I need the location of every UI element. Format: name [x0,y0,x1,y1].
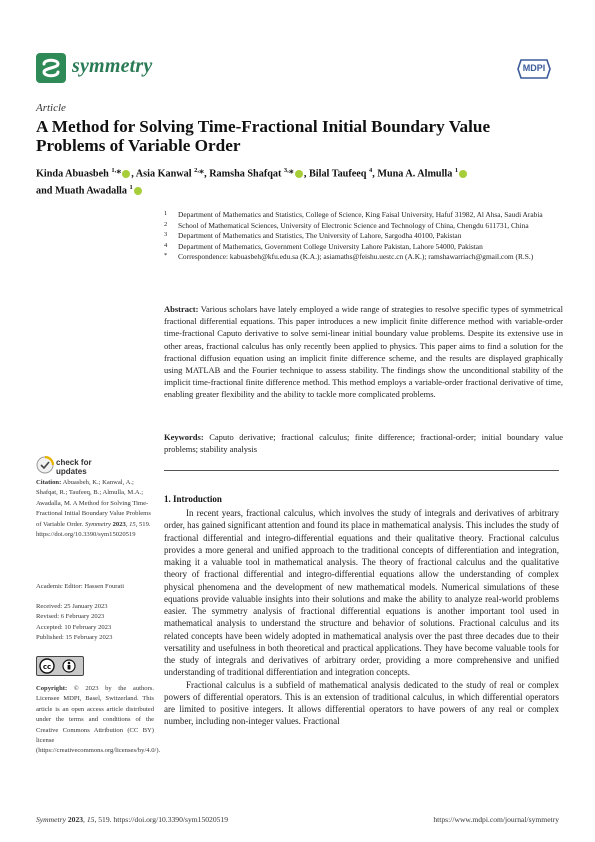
abstract-label: Abstract: [164,304,199,314]
keywords [164,431,563,455]
article-type: Article [36,102,66,114]
body-text [164,507,559,728]
correspondence: * Correspondence: kabuasbeh@kfu.edu.sa (K.A.); asiamaths@feishu.uestc.cn (A.K.); ramshawarriach@gmail.com (R.S.) [164,252,534,262]
orcid-icon[interactable] [459,170,467,178]
keywords-text: Caputo derivative; fractional calculus; finite difference; fractional-order; initial boundary value problems; stability analysis [164,432,564,455]
footer-citation: Symmetry 2023, 15, 519. https://doi.org/10.3390/sym15020519 [36,815,229,824]
affiliation-item: 3 Department of Mathematics and Statistics, The University of Lahore, Sargodha 40100, Pakistan [164,231,462,241]
revised-date: Revised: 6 February 2023 [36,613,105,621]
abstract [164,303,563,401]
accepted-date: Accepted: 10 February 2023 [36,623,112,631]
check-for-updates-label[interactable]: check for updates [56,458,92,476]
publisher-logo [517,58,551,80]
svg-text:cc: cc [42,663,52,671]
academic-editor: Academic Editor: Hassen Fourati [36,583,125,590]
journal-name: symmetry [72,55,153,77]
creative-commons-icon [37,657,83,675]
article-title: A Method for Solving Time-Fractional Initial Boundary Value Problems of Variable Order [36,117,491,155]
cc-license-badge[interactable] [36,656,84,676]
affiliation-item: 2 School of Mathematical Sciences, University of Electronic Science and Technology of China, Chengdu 611731, China [164,220,529,230]
affiliations [164,210,564,263]
section-heading: 1. Introduction [164,494,222,504]
affiliation-item: 1 Department of Mathematics and Statistics, College of Science, King Faisal University, Hafuf 31982, Al Ahsa, Saudi Arabia [164,210,543,219]
keywords-label: Keywords: [164,432,204,442]
affiliation-item: 4 Department of Mathematics, Government College University Lahore Pakistan, Lahore 54000, Pakistan [164,241,483,251]
abstract-text: Various scholars have lately employed a wide range of strategies to resolve specific types of symmetrical fractional differential equations. This paper introduces a new implicit finite difference method with variable-order time-fractional Caputo derivative to solve semi-linear initial boundary value problems. Despite its extensive use in other areas, fractional calculus has only recently been applied to physics. This paper aims to find a solution for the fractional diffusion equation using an implicit finite difference scheme, and the results are displayed graphically using MATLAB and the Fourier technique to assess stability. The findings show the unconditional stability of the implicit time-fractional finite difference method. This method employs a variable-order fractional derivative of time, enabling greater flexibility and the ability to tackle more complicated problems. [164,304,563,400]
orcid-icon[interactable] [134,187,142,195]
paragraph: Fractional calculus is a subfield of mathematical analysis dedicated to the study of real or complex powers of differential operators. This is an extension of traditional calculus, in which differential operators are limited to positive integers. It allows differential operators to have powers of any real or complex number, including non-integer values. Fractional [164,679,559,727]
author-list: Kinda Abuasbeh $^{1,}$* , Asia Kanwal $^{2,}$*, Ramsha Shafqat $^{3,}$* , Bilal Taufeeq $^4$, Muna A. Almulla $^1$ and Muath Awadalla $^1$ [36,164,556,199]
published-date: Published: 15 February 2023 [36,634,113,642]
orcid-icon[interactable] [122,170,130,178]
journal-logo [36,53,66,83]
paragraph: In recent years, fractional calculus, which involves the study of integrals and derivatives of arbitrary order, has gained significant attention and found its place in mathematical analysis. This includes the study of fractional differential and integro-differential equations and their qualitative theory. Fractional calculus provides a more general and unified approach to the traditional concepts of differentiation and integration, making it a valuable tool in mathematical analysis. The theory of fractional calculus and the qualitative theory of fractional differential and integro-differential equations allow the understanding of complex physical phenomena and the development of new mathematical models. Numerical simulations of these equations provide valuable insights into their solutions and make the ability to analyze real-world problems easier. The symmetry analysis of fractional differential equations is another important tool used in mathematical analysis to understand the structure and behavior of solutions. Fractional calculus and its related concepts have been widely adopted in mathematical analysis over the past three decades due to their versatility and usefulness in both theoretical and practical applications. They have become valuable tools for the study of integrals and derivatives of arbitrary order, providing a more comprehensive and unified understanding of traditional differentiation and integration concepts. [164,508,559,678]
citation: Citation: Abuasbeh, K.; Kanwal, A.; Shafqat, R.; Taufeeq, B.; Almulla, M.A.; Awadalla, M. A Method for Solving Time-Fractional Initial Boundary Value Problems of Variable Order. Symmetry 2023, 15, 519. https://doi.org/10.3390/sym15020519 [36,479,151,539]
check-for-updates-icon [36,456,54,474]
symmetry-logo-icon [39,56,63,80]
footer-journal-url[interactable]: https://www.mdpi.com/journal/symmetry [433,815,559,824]
dates [36,602,154,644]
check-for-updates-badge[interactable] [36,456,54,479]
orcid-icon[interactable] [295,170,303,178]
section-divider [164,470,559,471]
copyright-notice: Copyright: © 2023 by the authors. Licensee MDPI, Basel, Switzerland. This article is an open access article distributed under the terms and conditions of the Creative Commons Attribution (CC BY) license (https://creativecommons.org/licenses/by/4.0/). [36,685,161,755]
received-date: Received: 25 January 2023 [36,603,108,610]
publisher-name: MDPI [522,63,546,73]
